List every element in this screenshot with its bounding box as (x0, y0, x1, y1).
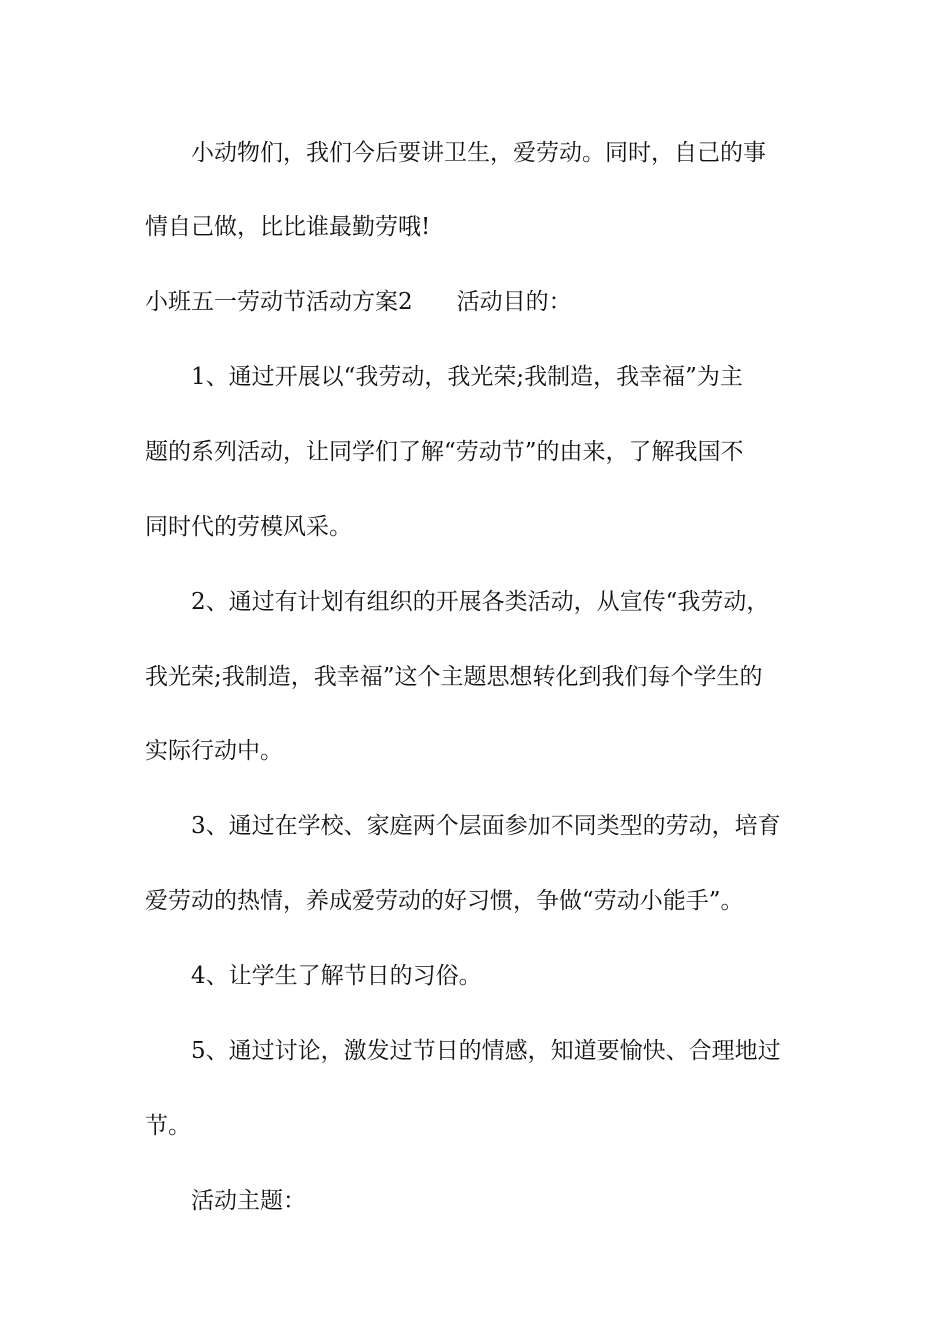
paragraph-line: 活动主题： (191, 1188, 306, 1214)
paragraph-line: 3、通过在学校、家庭两个层面参加不同类型的劳动，培育 (191, 813, 781, 839)
heading-subtitle: 活动目的： (456, 289, 572, 315)
section-heading (145, 287, 810, 317)
paragraph-line: 我光荣;我制造，我幸福”这个主题思想转化到我们每个学生的 (145, 664, 763, 690)
heading-title: 小班五一劳动节活动方案2 (145, 289, 413, 315)
paragraph-line: 1、通过开展以“我劳动，我光荣;我制造，我幸福”为主 (191, 364, 743, 390)
paragraph-line: 小动物们，我们今后要讲卫生，爱劳动。同时，自己的事 (191, 140, 766, 166)
paragraph-line: 2、通过有计划有组织的开展各类活动，从宣传“我劳动， (191, 589, 770, 615)
paragraph-line: 题的系列活动，让同学们了解“劳动节”的由来，了解我国不 (145, 439, 744, 465)
paragraph-line: 5、通过讨论，激发过节日的情感，知道要愉快、合理地过 (191, 1038, 781, 1064)
paragraph-line: 爱劳动的热情，养成爱劳动的好习惯，争做“劳动小能手”。 (145, 888, 744, 914)
paragraph-line: 情自己做，比比谁最勤劳哦! (145, 214, 431, 240)
paragraph-line: 节。 (145, 1113, 191, 1139)
paragraph-line: 同时代的劳模风采。 (145, 514, 352, 540)
paragraph-line: 4、让学生了解节日的习俗。 (191, 963, 482, 989)
paragraph-line: 实际行动中。 (145, 738, 283, 764)
